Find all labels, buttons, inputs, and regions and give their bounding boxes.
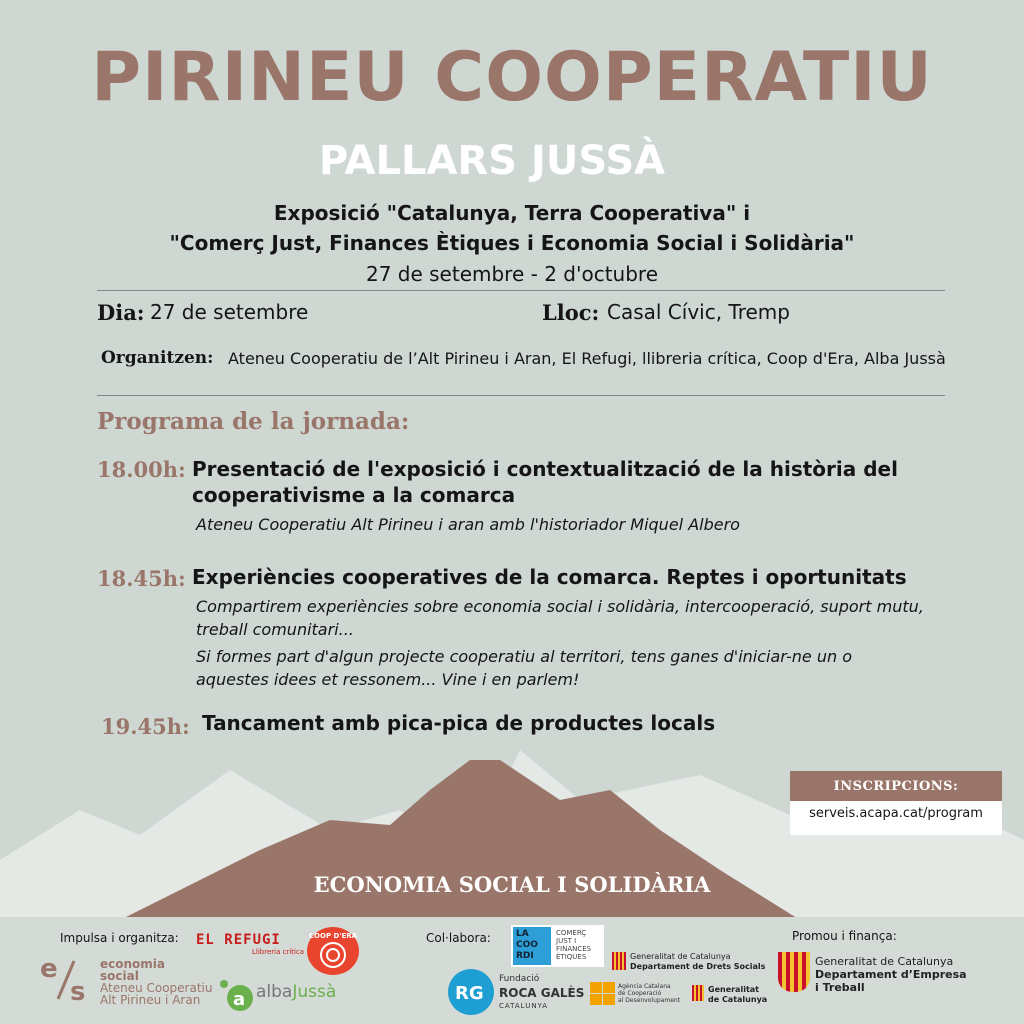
la-coordi-subline: ÈTIQUES bbox=[556, 953, 587, 961]
economia-social-text: economia bbox=[100, 957, 165, 971]
program-item-description: Compartirem experiències sobre economia social i solidària, intercooperació, suport mutu, treball comunitari... bbox=[196, 597, 924, 639]
organizers-label: Organitzen: bbox=[101, 348, 214, 368]
la-coordi-subline: JUST I bbox=[556, 937, 577, 945]
svg-text:s: s bbox=[70, 977, 86, 1003]
roca-gales-text: CATALUNYA bbox=[499, 1002, 549, 1010]
la-coordi-subtext bbox=[556, 929, 591, 961]
economia-social-text: Ateneu Cooperatiu bbox=[100, 981, 213, 995]
page-subtitle: PALLARS JUSSÀ bbox=[318, 138, 666, 184]
accd-icon bbox=[590, 982, 616, 1006]
program-item-description: Si formes part d'algun projecte cooperatiu al territori, tens ganes d'iniciar-ne un o aquestes idees et ressonem... Vine i en parlem! bbox=[196, 647, 852, 689]
gencat-small-line: Generalitat bbox=[708, 985, 759, 994]
gencat-empresa-text: Departament d’Empresa bbox=[815, 968, 967, 981]
roca-gales-text: Fundació bbox=[499, 974, 540, 984]
la-coordi-subline: FINANCES bbox=[556, 945, 592, 953]
la-coordi-subline: COMERÇ bbox=[556, 929, 587, 937]
gencat-drets-text: Generalitat de Catalunya bbox=[630, 952, 731, 961]
generalitat-flag-icon bbox=[692, 985, 704, 1001]
place-value: Casal Cívic, Tremp bbox=[607, 300, 790, 324]
accd-text bbox=[618, 983, 680, 1004]
place-label: Lloc: bbox=[542, 300, 600, 325]
jussa-text: Jussà bbox=[292, 982, 337, 1002]
alba-jussa-logo bbox=[218, 978, 256, 1012]
la-coordi-line: COO bbox=[516, 940, 538, 950]
banner-text: ECONOMIA SOCIAL I SOLIDÀRIA bbox=[313, 872, 711, 897]
economia-social-text: Alt Pirineu i Aran bbox=[100, 993, 201, 1007]
exhibition-dates: 27 de setembre - 2 d'octubre bbox=[365, 262, 659, 286]
divider bbox=[97, 395, 945, 396]
accd-line: Agència Catalana bbox=[618, 983, 671, 990]
program-item-title: Presentació de l'exposició i contextualització de la història del cooperativisme a la comarca bbox=[192, 457, 898, 507]
impulsa-label: Impulsa i organitza: bbox=[60, 931, 179, 945]
el-refugi-subtitle: Llibreria crítica bbox=[252, 948, 305, 956]
gencat-small-text bbox=[708, 985, 767, 1005]
generalitat-flag-icon bbox=[612, 952, 626, 970]
program-heading: Programa de la jornada: bbox=[97, 408, 410, 435]
alba-jussa-icon bbox=[218, 978, 256, 1012]
divider bbox=[97, 290, 945, 291]
svg-text:a: a bbox=[233, 989, 246, 1010]
registration-link[interactable]: serveis.acapa.cat/program bbox=[809, 806, 983, 821]
promou-label: Promou i finança: bbox=[792, 929, 897, 943]
day-value: 27 de setembre bbox=[150, 300, 309, 324]
gencat-empresa-text: i Treball bbox=[815, 981, 865, 994]
la-coordi-line: LA bbox=[516, 929, 529, 939]
economia-social-logo bbox=[40, 955, 92, 1003]
gencat-drets-text: Departament de Drets Socials bbox=[630, 962, 766, 971]
coop-dera-text: COOP D'ERA bbox=[308, 932, 358, 940]
gencat-small-line: de Catalunya bbox=[708, 995, 768, 1004]
collabora-label: Col·labora: bbox=[426, 931, 491, 945]
program-item-description: Ateneu Cooperatiu Alt Pirineu i aran amb l'historiador Miquel Albero bbox=[196, 515, 740, 534]
registration-heading: INSCRIPCIONS: bbox=[790, 771, 1002, 801]
accd-line: al Desenvolupament bbox=[618, 997, 681, 1004]
generalitat-shield-icon bbox=[778, 952, 810, 992]
roca-gales-text: ROCA GALÈS bbox=[499, 986, 585, 1000]
exhibition-line-1: Exposició "Catalunya, Terra Cooperativa" i bbox=[273, 201, 751, 225]
organizers-value: Ateneu Cooperatiu de l’Alt Pirineu i Aran, El Refugi, llibreria crítica, Coop d'Era, Alba Jussà bbox=[228, 349, 946, 368]
program-item-title: Tancament amb pica-pica de productes locals bbox=[202, 711, 716, 735]
svg-text:RG: RG bbox=[455, 983, 484, 1004]
page-title: PIRINEU COOPERATIU bbox=[91, 38, 933, 117]
alba-jussa-text bbox=[256, 982, 336, 1002]
program-time: 19.45h: bbox=[101, 714, 190, 739]
roca-gales-icon bbox=[446, 967, 496, 1017]
program-item-title: Experiències cooperatives de la comarca. Reptes i oportunitats bbox=[192, 565, 907, 589]
accd-logo bbox=[590, 982, 616, 1006]
el-refugi-logo: EL REFUGI bbox=[196, 932, 281, 948]
la-coordi-text bbox=[516, 929, 538, 962]
alba-text: alba bbox=[256, 982, 293, 1002]
la-coordi-line: RDI bbox=[516, 951, 534, 961]
economia-social-text: social bbox=[100, 969, 139, 983]
program-time: 18.00h: bbox=[97, 457, 186, 482]
gencat-empresa-text: Generalitat de Catalunya bbox=[815, 955, 954, 968]
exhibition-line-2: "Comerç Just, Finances Ètiques i Economia Social i Solidària" bbox=[169, 231, 855, 255]
roca-gales-logo bbox=[446, 967, 496, 1017]
es-icon bbox=[40, 955, 92, 1003]
day-label: Dia: bbox=[97, 300, 145, 325]
svg-text:e: e bbox=[40, 955, 58, 984]
program-time: 18.45h: bbox=[97, 566, 186, 591]
accd-line: de Cooperació bbox=[618, 990, 662, 997]
